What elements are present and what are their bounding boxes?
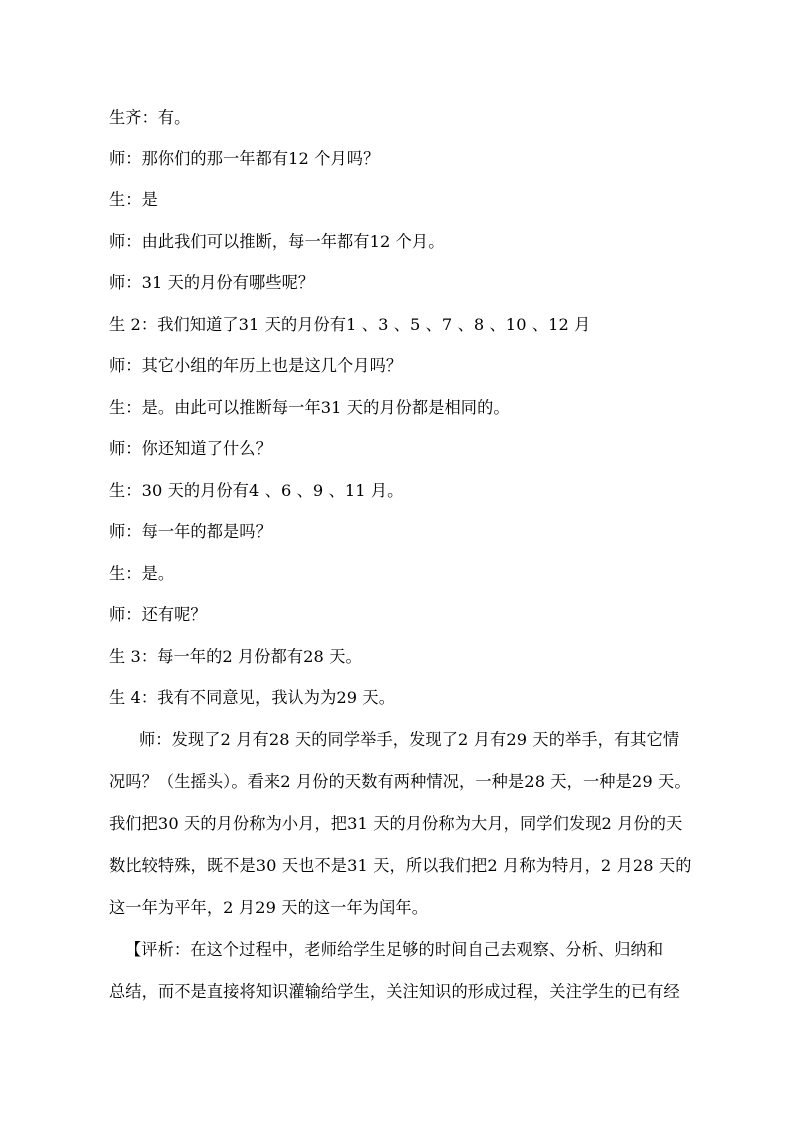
dialogue-line: 生 3：每一年的2 月份都有28 天。 — [109, 647, 362, 666]
dialogue-line: 生 4：我有不同意见，我认为为29 天。 — [109, 688, 395, 707]
summary-paragraph-line: 师：发现了2 月有28 天的同学举手，发现了2 月有29 天的举手，有其它情 — [139, 730, 680, 749]
dialogue-line: 生：30 天的月份有4 、6 、9 、11 月。 — [109, 481, 404, 500]
dialogue-line: 师：31 天的月份有哪些呢？ — [109, 273, 315, 292]
summary-paragraph-line: 数比较特殊，既不是30 天也不是31 天，所以我们把2 月称为特月，2 月28 天的 — [109, 856, 692, 875]
dialogue-line: 生：是。由此可以推断每一年31 天的月份都是相同的。 — [109, 398, 510, 417]
summary-paragraph-line: 这一年为平年，2 月29 天的这一年为闰年。 — [109, 898, 429, 917]
dialogue-line: 生：是 — [109, 190, 158, 209]
dialogue-line: 生齐：有。 — [109, 108, 191, 127]
dialogue-line: 师：每一年的都是吗？ — [109, 522, 272, 541]
comment-paragraph-line: 总结，而不是直接将知识灌输给学生，关注知识的形成过程，关注学生的已有经 — [109, 982, 680, 1001]
comment-paragraph-line: 【评析：在这个过程中，老师给学生足够的时间自己去观察、分析、归纳和 — [125, 940, 664, 959]
dialogue-line: 师：那你们的那一年都有12 个月吗？ — [109, 149, 380, 168]
summary-paragraph-line: 况吗？（生摇头）。看来2 月份的天数有两种情况，一种是28 天，一种是29 天。 — [109, 772, 691, 791]
dialogue-line: 师：由此我们可以推断，每一年都有12 个月。 — [109, 232, 445, 251]
dialogue-line: 师：其它小组的年历上也是这几个月吗？ — [109, 356, 403, 375]
summary-paragraph-line: 我们把30 天的月份称为小月，把31 天的月份称为大月，同学们发现2 月份的天 — [109, 814, 683, 833]
dialogue-line: 生 2：我们知道了31 天的月份有1 、3 、5 、7 、8 、10 、12 月 — [109, 315, 591, 334]
dialogue-line: 生：是。 — [109, 564, 175, 583]
dialogue-line: 师：你还知道了什么？ — [109, 439, 272, 458]
dialogue-line: 师：还有呢？ — [109, 605, 207, 624]
